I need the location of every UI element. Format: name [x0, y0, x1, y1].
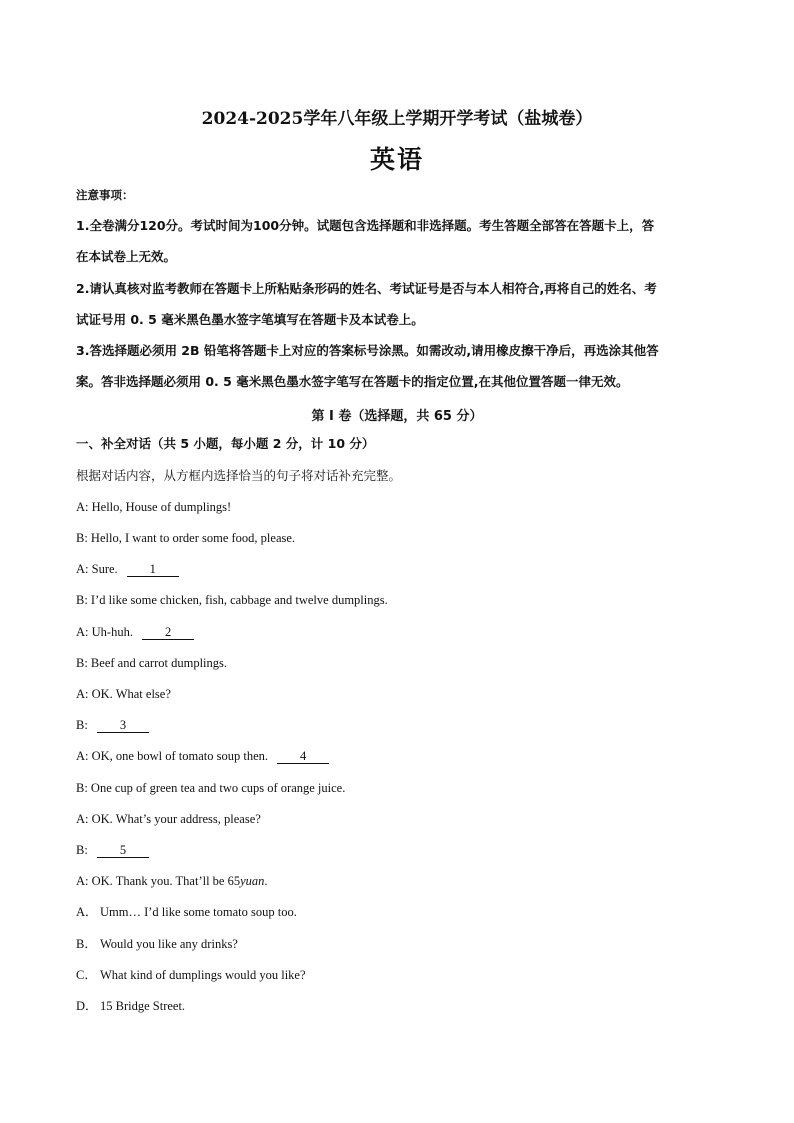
note-item-2-line-1: 2.请认真核对监考教师在答题卡上所粘贴条形码的姓名、考试证号是否与本人相符合,再将自己的姓名、考 [76, 281, 657, 296]
note-item-1-line-2: 在本试卷上无效。 [76, 249, 177, 264]
dialogue-line-4: B: I’d like some chicken, fish, cabbage and twelve dumplings. [76, 593, 388, 607]
dialogue-line-8-text: B: [76, 718, 88, 732]
option-d-text: 15 Bridge Street. [100, 999, 186, 1013]
option-b-letter: B． [76, 937, 97, 951]
answer-blank-2[interactable]: 2 [142, 625, 194, 640]
dialogue-line-7: A: OK. What else? [76, 687, 171, 701]
note-item-2-line-2: 试证号用 0. 5 毫米黑色墨水签字笔填写在答题卡及本试卷上。 [76, 312, 424, 327]
dialogue-line-6: B: Beef and carrot dumplings. [76, 656, 228, 670]
dialogue-line-12-text: B: [76, 843, 88, 857]
option-d-letter: D． [76, 999, 98, 1013]
dialogue-line-13-end: . [264, 874, 268, 888]
dialogue-line-5 [76, 624, 194, 640]
note-item-1-line-1: 1.全卷满分120分。考试时间为100分钟。试题包含选择题和非选择题。考生答题全部答在答题卡上，答 [76, 218, 655, 233]
exam-title: 2024-2025学年八年级上学期开学考试（盐城卷） [201, 109, 593, 129]
dialogue-line-3 [76, 561, 179, 577]
section-1-heading: 一、补全对话（共 5 小题，每小题 2 分，计 10 分） [76, 436, 375, 451]
option-a-text: Umm… I’d like some tomato soup too. [100, 905, 297, 919]
notes-heading: 注意事项： [76, 188, 134, 202]
option-d[interactable] [76, 998, 185, 1014]
dialogue-line-5-text: A: Uh-huh. [76, 625, 133, 639]
answer-blank-4[interactable]: 4 [277, 749, 329, 764]
option-c-letter: C． [76, 968, 97, 982]
note-item-3-line-1: 3.答选择题必须用 2B 铅笔将答题卡上对应的答案标号涂黑。如需改动,请用橡皮擦干净后，再选涂其他答 [76, 343, 659, 358]
dialogue-line-9 [76, 748, 329, 764]
dialogue-line-2: B: Hello, I want to order some food, please. [76, 531, 296, 545]
option-c[interactable] [76, 967, 306, 983]
dialogue-line-10: B: One cup of green tea and two cups of orange juice. [76, 781, 346, 795]
dialogue-line-13 [76, 873, 268, 889]
dialogue-line-1: A: Hello, House of dumplings! [76, 500, 232, 514]
answer-blank-5[interactable]: 5 [97, 843, 149, 858]
dialogue-line-11: A: OK. What’s your address, please? [76, 812, 261, 826]
dialogue-line-3-text: A: Sure. [76, 562, 118, 576]
answer-blank-1[interactable]: 1 [127, 562, 179, 577]
subject-title: 英语 [369, 145, 424, 174]
dialogue-line-12 [76, 842, 149, 858]
dialogue-line-13-text: A: OK. Thank you. That’ll be 65 [76, 874, 241, 888]
option-b-text: Would you like any drinks? [100, 937, 238, 951]
part-1-heading: 第 I 卷（选择题，共 65 分） [311, 409, 483, 424]
option-c-text: What kind of dumplings would you like? [100, 968, 306, 982]
note-item-3-line-2: 案。答非选择题必须用 0. 5 毫米黑色墨水签字笔写在答题卡的指定位置,在其他位置答题一律无效。 [76, 374, 629, 389]
option-b[interactable] [76, 936, 238, 952]
dialogue-line-9-text: A: OK, one bowl of tomato soup then. [76, 749, 268, 763]
option-a[interactable] [76, 904, 297, 920]
answer-blank-3[interactable]: 3 [97, 718, 149, 733]
dialogue-line-8 [76, 717, 149, 733]
section-1-instruction: 根据对话内容，从方框内选择恰当的句子将对话补充完整。 [76, 468, 402, 483]
currency-yuan: yuan [240, 874, 265, 888]
option-a-letter: A． [76, 905, 98, 919]
